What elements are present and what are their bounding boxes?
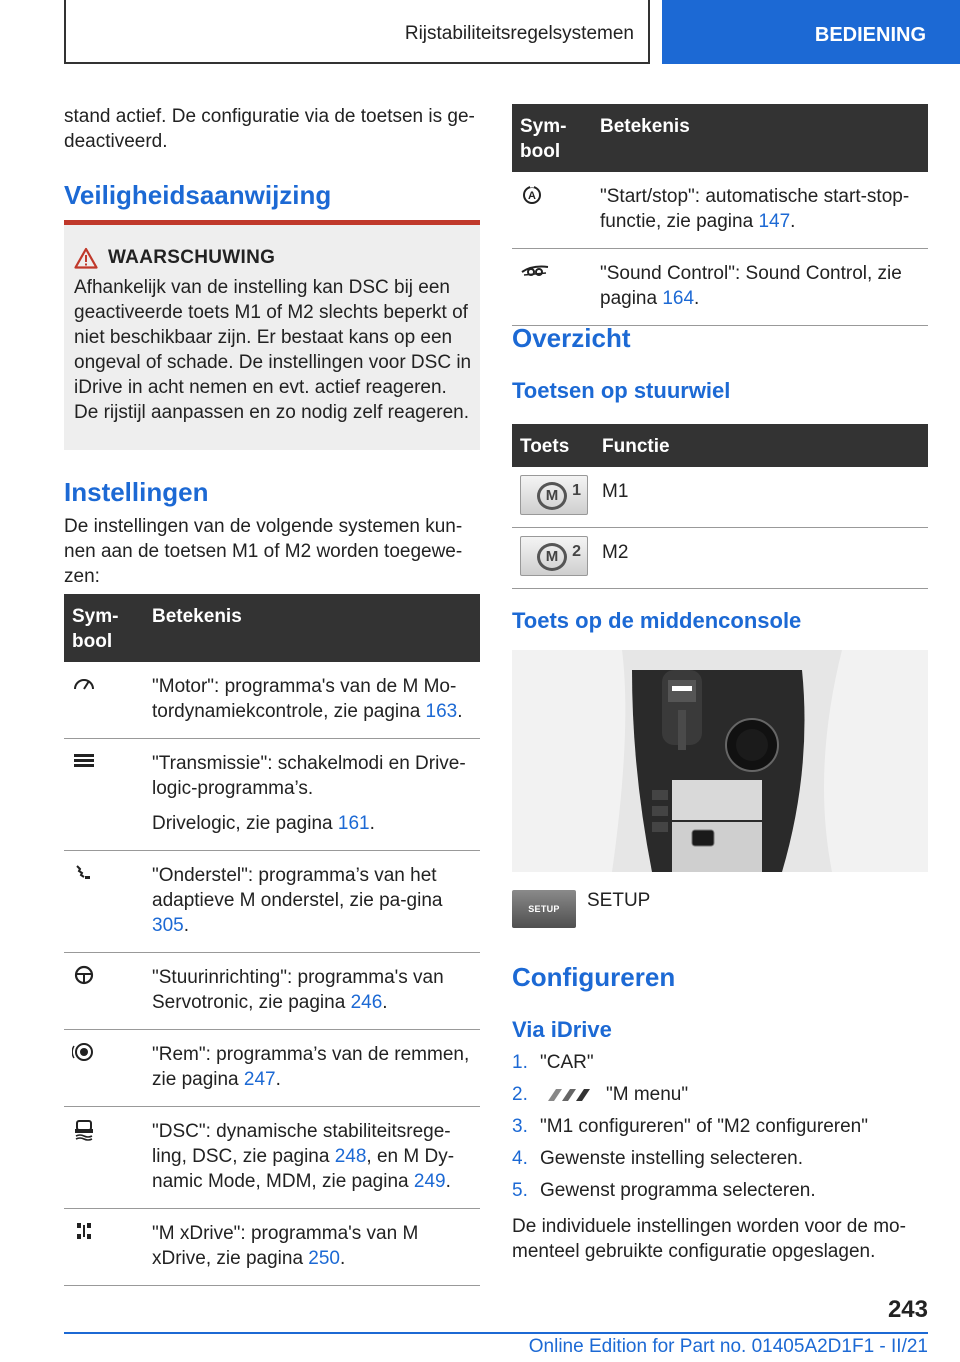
warning-title: WAARSCHUWING: [108, 247, 276, 268]
table-row: "Sound Control": Sound Control, zie pagina 164.: [512, 249, 928, 326]
start-stop-icon: [520, 184, 544, 206]
center-console-image: [512, 650, 928, 872]
closing-text: De individuele instellingen worden voor de mo-menteel gebruikte configuratie opgeslagen.: [512, 1216, 906, 1262]
function-cell: M2: [594, 528, 928, 589]
section-title: BEDIENING: [814, 23, 926, 46]
col-meaning-header: Betekenis: [592, 104, 928, 172]
page-link[interactable]: 248: [334, 1146, 367, 1167]
setup-button-icon: SETUP: [512, 890, 576, 928]
keys-table: [512, 424, 928, 589]
list-item: 3. "M1 configureren" of "M2 configureren": [512, 1116, 868, 1137]
table-row: "DSC": dynamische stabiliteitsrege-ling, DSC, zie pagina 248, en M Dy-namic Mode, MDM, zie pagina 249.: [64, 1107, 480, 1209]
footer-rule: [64, 1332, 928, 1334]
steering-wheel-icon: [72, 965, 96, 985]
sound-control-icon: [520, 261, 550, 279]
page-number: 243: [887, 1296, 928, 1323]
page-link[interactable]: 163: [425, 701, 458, 722]
col-meaning-header: Betekenis: [144, 594, 480, 662]
section-tab: [662, 0, 960, 64]
list-item: 1. "CAR": [512, 1052, 594, 1073]
table-row: "M xDrive": programma's van M xDrive, zie pagina 250.: [64, 1209, 480, 1286]
configure-heading: Configureren: [512, 962, 676, 992]
col-function-header: Functie: [594, 424, 928, 467]
overview-heading: Overzicht: [512, 323, 631, 353]
warning-triangle-icon: [74, 247, 98, 269]
left-symbol-table: [64, 594, 480, 1286]
function-cell: M1: [594, 467, 928, 528]
m1-key-icon: M 1: [520, 475, 588, 515]
page-link[interactable]: 161: [337, 813, 370, 834]
edition-label: Online Edition for Part no. 01405A2D1F1 - II/21: [528, 1336, 928, 1357]
idrive-heading: Via iDrive: [512, 1017, 612, 1042]
col-symbol-header: Sym-bool: [512, 104, 592, 172]
setup-text: SETUP: [587, 890, 651, 911]
m2-key-icon: M 2: [520, 536, 588, 576]
table-row: "Stuurinrichting": programma's van Servotronic, zie pagina 246.: [64, 953, 480, 1030]
table-row: [512, 467, 928, 528]
warning-text: Afhankelijk van de instelling kan DSC bij een geactiveerde toets M1 of M2 slechts beperkt of niet beschikbaar zijn. Er bestaat kans op een ongeval of schade. De instellingen voor DSC in iDrive in acht nemen en evt. actief reageren. De rijstijl aanpassen en zo nodig zelf reageren.: [74, 277, 472, 423]
dsc-icon: [72, 1119, 96, 1141]
table-row: "Motor": programma's van de M Mo-tordynamiekcontrole, zie pagina 163.: [64, 662, 480, 739]
suspension-icon: [72, 863, 96, 881]
console-heading: Toets op de middenconsole: [512, 608, 802, 633]
transmission-icon: [72, 751, 96, 769]
right-symbol-table: [512, 104, 928, 326]
page-link[interactable]: 249: [413, 1171, 446, 1192]
settings-text: De instellingen van de volgende systemen kun-nen aan de toetsen M1 of M2 worden toegewe-zen:: [64, 516, 463, 587]
warning-header: [74, 247, 480, 269]
page-link[interactable]: 246: [350, 992, 383, 1013]
center-console-illustration: [512, 650, 928, 872]
page-link[interactable]: 164: [662, 288, 695, 309]
table-row: "Transmissie": schakelmodi en Drive-logic-programma’s. Drivelogic, zie pagina 161.: [64, 739, 480, 851]
wheel-keys-heading: Toetsen op stuurwiel: [512, 378, 731, 403]
page-link[interactable]: 250: [308, 1248, 340, 1269]
xdrive-icon: [72, 1221, 96, 1241]
svg-text:A: A: [528, 190, 536, 202]
safety-heading: Veiligheidsaanwijzing: [64, 180, 332, 210]
motor-icon: [72, 674, 96, 692]
table-row: A "Start/stop": automatische start-stop-functie, zie pagina 147.: [512, 172, 928, 249]
col-symbol-header: Sym-bool: [64, 594, 144, 662]
list-item: 2. "M menu": [512, 1084, 689, 1105]
intro-text: stand actief. De configuratie via de toetsen is ge-deactiveerd.: [64, 106, 475, 152]
page-link[interactable]: 147: [758, 211, 791, 232]
steps-list: [512, 1050, 928, 1210]
chapter-title: Rijstabiliteitsregelsystemen: [404, 23, 634, 44]
page-link[interactable]: 247: [243, 1069, 276, 1090]
table-row: "Rem": programma’s van de remmen, zie pagina 247.: [64, 1030, 480, 1107]
table-row: "Onderstel": programma’s van het adaptieve M onderstel, zie pa-gina 305.: [64, 851, 480, 953]
table-row: [512, 528, 928, 589]
setup-row: [512, 890, 650, 928]
m-menu-icon: [540, 1085, 598, 1105]
page-link[interactable]: 305: [152, 915, 184, 936]
brake-icon: [72, 1042, 96, 1062]
settings-heading: Instellingen: [64, 477, 209, 507]
warning-box: [64, 220, 480, 450]
list-item: 5. Gewenst programma selecteren.: [512, 1180, 816, 1201]
chapter-header: [64, 0, 650, 64]
col-key-header: Toets: [512, 424, 594, 467]
list-item: 4. Gewenste instelling selecteren.: [512, 1148, 803, 1169]
